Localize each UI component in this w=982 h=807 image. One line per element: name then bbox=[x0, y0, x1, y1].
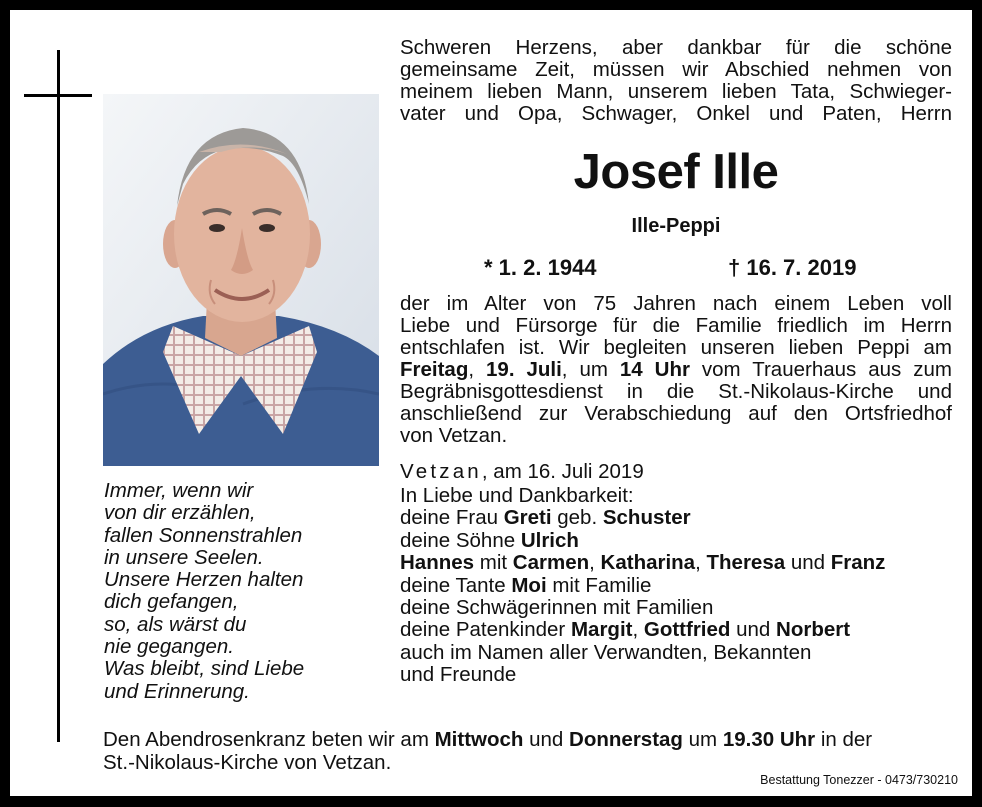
poem-line: von dir erzählen, bbox=[104, 501, 256, 525]
text: Den Abendrosenkranz beten wir am bbox=[103, 728, 435, 751]
notice-date: , am 16. Juli 2019 bbox=[481, 460, 644, 483]
text: mit bbox=[474, 551, 513, 575]
mourner-line bbox=[400, 575, 952, 597]
text: vom Trauerhaus aus zum bbox=[689, 358, 952, 381]
text: deine Tante bbox=[400, 573, 512, 597]
poem-line: Was bleibt, sind Liebe bbox=[104, 657, 305, 681]
text: , bbox=[468, 358, 487, 381]
mourner-name: Katharina bbox=[600, 551, 696, 575]
funeral-time: 14 Uhr bbox=[619, 358, 690, 381]
text: , um bbox=[561, 358, 620, 381]
place: Vetzan bbox=[400, 460, 482, 483]
rosary-day: Mittwoch bbox=[434, 728, 524, 751]
cross-icon bbox=[57, 50, 60, 742]
body-line: von Vetzan. bbox=[400, 424, 508, 447]
birth-date: * 1. 2. 1944 bbox=[484, 255, 597, 280]
text: , bbox=[589, 551, 601, 575]
text: und bbox=[523, 728, 570, 751]
intro-line: meinem lieben Mann, unserem lieben Tata, Schwieger- bbox=[400, 80, 952, 103]
deceased-name: Josef Ille bbox=[573, 145, 779, 199]
body-line: Liebe und Fürsorge für die Familie friedlich im Herrn bbox=[400, 314, 952, 337]
mourners-list bbox=[400, 485, 952, 687]
intro-line: Schweren Herzens, aber dankbar für die schöne bbox=[400, 36, 952, 59]
poem-line: in unsere Seelen. bbox=[104, 545, 264, 569]
poem bbox=[104, 480, 394, 703]
poem-line: dich gefangen, bbox=[104, 590, 239, 614]
mourner-line bbox=[400, 507, 952, 529]
mourner-line: auch im Namen aller Verwandten, Bekannten bbox=[400, 640, 812, 664]
text: geb. bbox=[551, 506, 603, 530]
body-line bbox=[400, 359, 952, 381]
place-date-line bbox=[400, 460, 644, 484]
poem-line: Unsere Herzen halten bbox=[104, 568, 304, 592]
cross-icon-bar bbox=[24, 94, 92, 97]
mourner-line bbox=[400, 552, 952, 574]
footer-line bbox=[103, 728, 953, 751]
obituary-card bbox=[10, 10, 972, 796]
body-line: anschließend zur Verabschiedung auf den Ortsfriedhof bbox=[400, 402, 952, 425]
text: mit Familie bbox=[546, 573, 652, 597]
mourner-name: Franz bbox=[830, 551, 886, 575]
poem-line: nie gegangen. bbox=[104, 635, 234, 659]
mourner-name: Moi bbox=[511, 573, 547, 597]
nickname: Ille-Peppi bbox=[631, 215, 721, 237]
funeral-date: 19. Juli bbox=[486, 358, 562, 381]
footer-line: St.-Nikolaus-Kirche von Vetzan. bbox=[103, 751, 392, 774]
mourner-name: Theresa bbox=[706, 551, 786, 575]
text: in der bbox=[815, 728, 873, 751]
mourner-name: Ulrich bbox=[520, 528, 579, 552]
mourner-line: deine Schwägerinnen mit Familien bbox=[400, 596, 714, 620]
poem-line: so, als wärst du bbox=[104, 612, 247, 636]
text: , bbox=[632, 618, 644, 642]
text: deine Söhne bbox=[400, 528, 521, 552]
funeral-day: Freitag bbox=[400, 358, 469, 381]
mourner-line: und Freunde bbox=[400, 663, 517, 687]
mourners-header: In Liebe und Dankbarkeit: bbox=[400, 484, 634, 507]
mourner-line bbox=[400, 530, 952, 552]
funeral-home-credit: Bestattung Tonezzer - 0473/730210 bbox=[760, 773, 958, 787]
funeral-details bbox=[400, 293, 952, 447]
death-date: † 16. 7. 2019 bbox=[728, 255, 857, 280]
mourner-name: Greti bbox=[503, 506, 552, 530]
text: und bbox=[730, 618, 777, 642]
poem-line: und Erinnerung. bbox=[104, 679, 250, 703]
intro-text bbox=[400, 37, 952, 125]
portrait-illustration bbox=[103, 94, 379, 466]
mourner-name: Schuster bbox=[602, 506, 691, 530]
text: deine Frau bbox=[400, 506, 504, 530]
intro-line: gemeinsame Zeit, müssen wir Abschied nehmen von bbox=[400, 58, 952, 81]
rosary-day: Donnerstag bbox=[569, 728, 683, 751]
mourner-name: Margit bbox=[570, 618, 633, 642]
text: um bbox=[682, 728, 723, 751]
text: deine Patenkinder bbox=[400, 618, 571, 642]
portrait-photo bbox=[103, 94, 379, 466]
rosary-time: 19.30 Uhr bbox=[722, 728, 816, 751]
text: und bbox=[785, 551, 831, 575]
mourner-name: Hannes bbox=[400, 551, 475, 575]
mourner-name: Norbert bbox=[776, 618, 851, 642]
rosary-notice bbox=[103, 728, 953, 774]
body-line: der im Alter von 75 Jahren nach einem Leben voll bbox=[400, 292, 952, 315]
body-line: entschlafen ist. Wir begleiten unseren lieben Peppi am bbox=[400, 336, 952, 359]
poem-line: fallen Sonnenstrahlen bbox=[104, 523, 303, 547]
poem-line: Immer, wenn wir bbox=[104, 479, 254, 502]
text: , bbox=[695, 551, 707, 575]
intro-line: vater und Opa, Schwager, Onkel und Paten, Herrn bbox=[400, 102, 952, 125]
mourner-name: Gottfried bbox=[643, 618, 731, 642]
mourner-line bbox=[400, 619, 952, 641]
mourner-name: Carmen bbox=[512, 551, 590, 575]
body-line: Begräbnisgottesdienst in die St.-Nikolaus-Kirche und bbox=[400, 380, 952, 403]
